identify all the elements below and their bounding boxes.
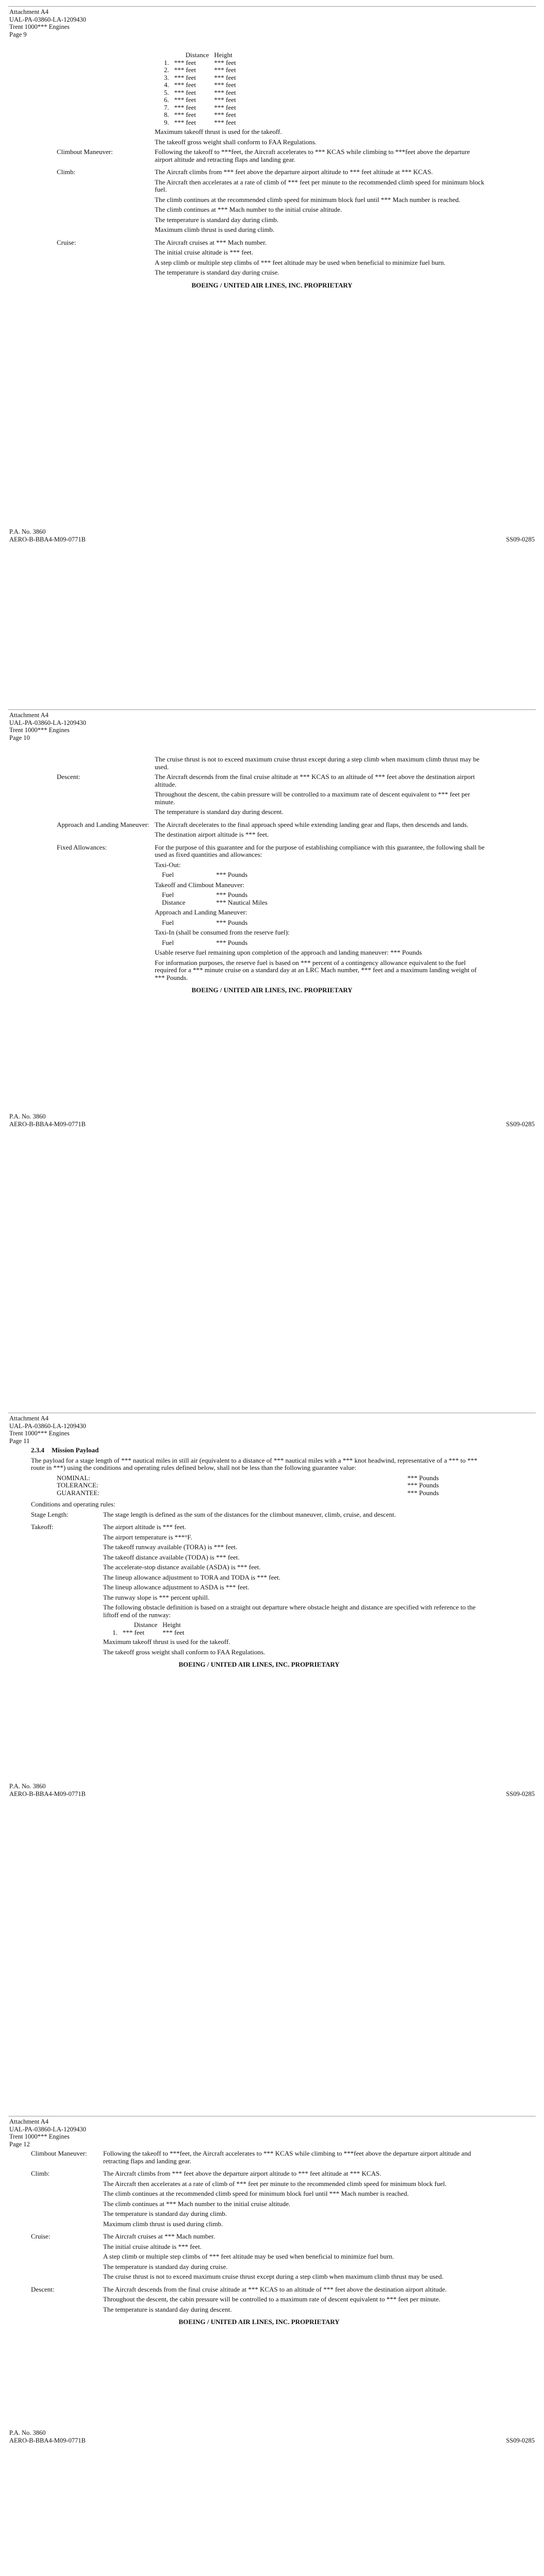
page-footer	[9, 1113, 535, 1128]
footer-pa: P.A. No. 3860	[9, 1783, 46, 1790]
takeoff-gross-weight: The takeoff gross weight shall conform to FAA Regulations.	[155, 138, 317, 146]
guarantee-row	[31, 1475, 487, 1482]
climb-label: Climb:	[31, 2170, 50, 2177]
cruise-label: Cruise:	[57, 238, 76, 246]
row-num: 2.	[164, 66, 169, 74]
page-footer	[9, 2429, 535, 2444]
footer-code: SS09-0285	[506, 1120, 535, 1128]
approach-text: The destination airport altitude is *** feet.	[155, 831, 269, 838]
takeoff-text: The accelerate-stop distance available (ASDA) is *** feet.	[103, 1563, 261, 1571]
table-header-row	[155, 52, 241, 59]
descent-section	[57, 773, 487, 819]
footer-code: SS09-0285	[506, 1790, 535, 1798]
climbout-section	[57, 148, 487, 166]
conditions-heading: Conditions and operating rules:	[31, 1500, 116, 1508]
page-body	[31, 1447, 487, 1669]
descent-label: Descent:	[57, 773, 80, 781]
takeoff-label: Takeoff:	[31, 1523, 54, 1531]
row-num: 6.	[164, 96, 169, 104]
cruise-text: A step climb or multiple step climbs of *** feet altitude may be used when beneficial to minimize fuel burn.	[155, 258, 446, 266]
taxi-in-label: Taxi-In (shall be consumed from the reserve fuel):	[155, 928, 290, 936]
takeoff-climbout-label: Takeoff and Climbout Maneuver:	[155, 880, 244, 889]
guarantee-row	[31, 1482, 487, 1489]
cruise-text: The Aircraft cruises at *** Mach number.	[103, 2232, 215, 2240]
footer-code: SS09-0285	[506, 2436, 535, 2444]
page-divider	[8, 709, 536, 710]
climbout-text: Following the takeoff to ***feet, the Aircraft accelerates to *** KCAS while climbing to ***feet above the departure airport altitude and retracting flaps and landing gear.	[103, 2149, 471, 2165]
takeoff-text: The lineup allowance adjustment to TORA and TODA is *** feet.	[103, 1573, 281, 1581]
row-num: 4.	[164, 81, 169, 89]
obstacle-table	[155, 52, 241, 126]
climb-text: The Aircraft climbs from *** feet above the departure airport altitude to *** feet altitude at *** KCAS.	[103, 2170, 382, 2177]
row-height: *** feet	[214, 73, 236, 81]
row-distance: *** feet	[122, 1628, 144, 1636]
takeoff-gross-weight: The takeoff gross weight shall conform to FAA Regulations.	[103, 1648, 265, 1656]
page-footer	[9, 1783, 535, 1798]
guarantee-row	[31, 1489, 487, 1497]
footer-ref: AERO-B-BBA4-M09-0771B	[9, 2436, 86, 2444]
header-attachment: Attachment A4	[9, 1415, 49, 1422]
climbout-section	[31, 2150, 487, 2167]
table-header-row	[103, 1621, 189, 1629]
row-distance: *** feet	[174, 58, 196, 66]
takeoff-text: The airport temperature is ***°F.	[103, 1533, 192, 1541]
col-distance: Distance	[185, 51, 209, 59]
tolerance-label: TOLERANCE:	[57, 1481, 98, 1489]
fuel-value: *** Pounds	[216, 938, 248, 946]
guarantee-value: *** Pounds	[407, 1488, 439, 1497]
row-distance: *** feet	[174, 73, 196, 81]
header-page-number: Page 11	[9, 1437, 30, 1445]
col-distance: Distance	[134, 1621, 158, 1629]
page-body	[31, 2150, 487, 2326]
header-engines: Trent 1000*** Engines	[9, 2133, 70, 2140]
climb-text: The Aircraft then accelerates at a rate of climb of *** feet per minute to the recommended climb speed for minimum block fuel.	[103, 2179, 447, 2188]
header-page-number: Page 10	[9, 734, 30, 741]
header-ref: UAL-PA-03860-LA-1209430	[9, 2125, 86, 2133]
climb-text: The Aircraft then accelerates at a rate of climb of *** feet per minute to the recommended climb speed for minimum block fuel.	[155, 178, 485, 193]
climbout-label: Climbout Maneuver:	[57, 148, 113, 156]
fuel-value: *** Pounds	[216, 871, 248, 878]
max-takeoff-thrust: Maximum takeoff thrust is used for the takeoff.	[155, 128, 282, 135]
header-ref: UAL-PA-03860-LA-1209430	[9, 719, 86, 726]
row-distance: *** feet	[174, 111, 196, 118]
row-height: *** feet	[214, 118, 236, 126]
approach-landing-label: Approach and Landing Maneuver:	[155, 908, 248, 916]
header-engines: Trent 1000*** Engines	[9, 726, 70, 734]
page-header	[9, 8, 86, 38]
takeoff-section	[31, 1523, 487, 1658]
section-title: Mission Payload	[52, 1446, 99, 1454]
descent-text: Throughout the descent, the cabin pressure will be controlled to a maximum rate of descent equivalent to *** feet per minute.	[155, 790, 470, 806]
row-height: *** feet	[162, 1628, 185, 1636]
proprietary-notice: BOEING / UNITED AIR LINES, INC. PROPRIETARY	[191, 281, 353, 289]
climb-section	[31, 2170, 487, 2230]
payload-intro: The payload for a stage length of *** nautical miles in still air (equivalent to a distance of *** nautical miles with a *** knot headwind, representative of a *** to *** route in ***) using the conditions and operating rules defined below, shall not be less than the following guarantee value:	[31, 1456, 477, 1471]
footer-ref: AERO-B-BBA4-M09-0771B	[9, 1790, 86, 1798]
col-height: Height	[214, 51, 233, 59]
table-row	[155, 66, 241, 74]
guarantee-label: GUARANTEE:	[57, 1488, 100, 1497]
takeoff-text: The runway slope is *** percent uphill.	[103, 1593, 210, 1601]
page-9	[0, 0, 544, 703]
climb-text: The temperature is standard day during climb.	[103, 2210, 227, 2217]
climb-text: The temperature is standard day during climb.	[155, 215, 279, 224]
cruise-text: The temperature is standard day during cruise.	[103, 2262, 228, 2270]
climb-text: The Aircraft climbs from *** feet above the departure airport altitude to *** feet altitude at *** KCAS.	[155, 168, 433, 176]
section-number: 2.3.4	[31, 1446, 44, 1454]
page-header	[9, 2118, 86, 2148]
reserve-info: For information purposes, the reserve fuel is based on *** percent of a contingency allowance equivalent to the fuel required for a *** minute cruise on a standard day at an LRC Mach number, *** feet and a maximum landing weight of *** Pounds.	[155, 958, 477, 981]
header-ref: UAL-PA-03860-LA-1209430	[9, 15, 86, 23]
row-height: *** feet	[214, 88, 236, 96]
fixed-allowances-label: Fixed Allowances:	[57, 843, 107, 851]
row-distance: *** feet	[174, 118, 196, 126]
distance-value: *** Nautical Miles	[216, 898, 268, 906]
climbout-label: Climbout Maneuver:	[31, 2149, 87, 2157]
taxi-out-label: Taxi-Out:	[155, 860, 181, 869]
stage-length-label: Stage Length:	[31, 1510, 69, 1518]
cruise-text: The initial cruise altitude is *** feet.	[103, 2242, 202, 2250]
fuel-row	[155, 919, 487, 927]
row-num: 7.	[164, 103, 169, 111]
fuel-label: Fuel	[162, 938, 174, 946]
fuel-label: Fuel	[162, 871, 174, 878]
usable-reserve: Usable reserve fuel remaining upon completion of the approach and landing maneuver: *** Pounds	[155, 948, 422, 956]
cruise-text: The initial cruise altitude is *** feet.	[155, 248, 253, 256]
header-ref: UAL-PA-03860-LA-1209430	[9, 1422, 86, 1430]
table-row	[155, 74, 241, 82]
stage-length-section	[31, 1511, 487, 1521]
row-num: 1.	[164, 58, 169, 66]
header-engines: Trent 1000*** Engines	[9, 1430, 70, 1437]
cruise-text: The cruise thrust is not to exceed maximum cruise thrust except during a step climb when maximum climb thrust may be used.	[103, 2273, 443, 2280]
descent-text: The Aircraft descends from the final cruise altitude at *** KCAS to an altitude of *** feet above the destination airport altitude.	[103, 2285, 447, 2293]
descent-text: The temperature is standard day during descent.	[103, 2305, 232, 2313]
row-distance: *** feet	[174, 96, 196, 104]
header-attachment: Attachment A4	[9, 711, 49, 719]
table-row	[155, 59, 241, 67]
row-height: *** feet	[214, 103, 236, 111]
cruise-text: The temperature is standard day during cruise.	[155, 268, 279, 276]
fixed-intro: For the purpose of this guarantee and for the purpose of establishing compliance with this guarantee, the following shall be used as fixed quantities and allowances:	[155, 843, 485, 858]
proprietary-notice: BOEING / UNITED AIR LINES, INC. PROPRIETARY	[191, 986, 353, 994]
descent-label: Descent:	[31, 2285, 55, 2293]
climb-text: The climb continues at *** Mach number to the initial cruise altitude.	[103, 2199, 291, 2208]
distance-row	[155, 899, 487, 907]
row-height: *** feet	[214, 96, 236, 104]
fuel-row	[155, 891, 487, 899]
takeoff-text: The airport altitude is *** feet.	[103, 1523, 187, 1531]
climb-text: The climb continues at the recommended climb speed for minimum block fuel until *** Mach number is reached.	[155, 195, 460, 204]
table-row	[155, 81, 241, 89]
page-11	[0, 1406, 544, 2110]
page-12	[0, 2110, 544, 2576]
fuel-row	[155, 871, 487, 879]
proprietary-notice: BOEING / UNITED AIR LINES, INC. PROPRIETARY	[178, 2318, 340, 2326]
page-header	[9, 711, 86, 741]
footer-pa: P.A. No. 3860	[9, 528, 46, 535]
row-height: *** feet	[214, 58, 236, 66]
page-footer	[9, 528, 535, 543]
cruise-section	[31, 2233, 487, 2283]
row-height: *** feet	[214, 111, 236, 118]
footer-code: SS09-0285	[506, 535, 535, 543]
header-page-number: Page 12	[9, 2140, 30, 2148]
proprietary-notice: BOEING / UNITED AIR LINES, INC. PROPRIETARY	[178, 1660, 340, 1668]
descent-text: The temperature is standard day during descent.	[155, 808, 284, 816]
table-row	[155, 111, 241, 119]
obstacle-table	[103, 1621, 189, 1636]
section-heading	[31, 1447, 487, 1454]
table-row	[155, 96, 241, 104]
fuel-label: Fuel	[162, 918, 174, 926]
distance-label: Distance	[162, 898, 186, 906]
header-page-number: Page 9	[9, 30, 27, 38]
approach-label: Approach and Landing Maneuver:	[57, 820, 150, 828]
climb-label: Climb:	[57, 168, 76, 176]
fuel-row	[155, 939, 487, 947]
footer-pa: P.A. No. 3860	[9, 2429, 46, 2436]
page-10	[0, 703, 544, 1406]
row-distance: *** feet	[174, 81, 196, 89]
row-distance: *** feet	[174, 103, 196, 111]
descent-text: The Aircraft descends from the final cruise altitude at *** KCAS to an altitude of *** feet above the destination airport altitude.	[155, 773, 475, 788]
footer-pa: P.A. No. 3860	[9, 1113, 46, 1120]
obstacle-table-wrap	[57, 52, 487, 146]
header-engines: Trent 1000*** Engines	[9, 23, 70, 30]
page-divider	[8, 6, 536, 7]
fixed-allowances-section	[57, 844, 487, 985]
approach-section	[57, 821, 487, 841]
page-header	[9, 1415, 86, 1445]
row-height: *** feet	[214, 66, 236, 74]
cruise-label: Cruise:	[31, 2232, 51, 2240]
takeoff-text: The following obstacle definition is based on a straight out departure where obstacle height and distance are specified with reference to the liftoff end of the runway:	[103, 1603, 476, 1619]
cruise-section	[57, 239, 487, 279]
page-body	[57, 756, 487, 994]
table-row	[155, 104, 241, 112]
row-distance: *** feet	[174, 88, 196, 96]
tolerance-value: *** Pounds	[407, 1481, 439, 1489]
cruise-text: A step climb or multiple step climbs of *** feet altitude may be used when beneficial to minimize fuel burn.	[103, 2252, 394, 2260]
table-row	[155, 119, 241, 127]
row-num: 8.	[164, 111, 169, 118]
fuel-label: Fuel	[162, 891, 174, 899]
descent-section	[31, 2286, 487, 2316]
header-attachment: Attachment A4	[9, 2118, 49, 2125]
row-height: *** feet	[214, 81, 236, 89]
descent-text: Throughout the descent, the cabin pressure will be controlled to a maximum rate of descent equivalent to *** feet per minute.	[103, 2295, 441, 2303]
page-body	[57, 52, 487, 289]
row-num: 5.	[164, 88, 169, 96]
climbout-text: Following the takeoff to ***feet, the Aircraft accelerates to *** KCAS while climbing to ***feet above the departure airport altitude and retracting flaps and landing gear.	[155, 148, 470, 163]
footer-ref: AERO-B-BBA4-M09-0771B	[9, 1120, 86, 1128]
fuel-value: *** Pounds	[216, 891, 248, 899]
cruise-text: The Aircraft cruises at *** Mach number.	[155, 238, 267, 246]
approach-text: The Aircraft decelerates to the final approach speed while extending landing gear and flaps, then descends and lands.	[155, 820, 469, 828]
takeoff-text: The takeoff runway available (TORA) is *** feet.	[103, 1543, 238, 1551]
max-takeoff-thrust: Maximum takeoff thrust is used for the takeoff.	[103, 1638, 230, 1646]
climb-text: Maximum climb thrust is used during climb.	[155, 226, 275, 233]
row-distance: *** feet	[174, 66, 196, 74]
table-row	[103, 1629, 189, 1637]
row-num: 9.	[164, 118, 169, 126]
row-num: 1.	[112, 1628, 118, 1636]
cruise-thrust-text: The cruise thrust is not to exceed maximum cruise thrust except during a step climb when maximum climb thrust may be used.	[155, 755, 480, 771]
climb-text: The climb continues at *** Mach number to the initial cruise altitude.	[155, 206, 342, 213]
nominal-label: NOMINAL:	[57, 1473, 90, 1482]
row-num: 3.	[164, 73, 169, 81]
fuel-value: *** Pounds	[216, 918, 248, 926]
climb-text: The climb continues at the recommended climb speed for minimum block fuel until *** Mach number is reached.	[103, 2190, 409, 2197]
header-attachment: Attachment A4	[9, 8, 49, 15]
climb-section	[57, 168, 487, 236]
takeoff-text: The lineup allowance adjustment to ASDA is *** feet.	[103, 1583, 250, 1591]
takeoff-text: The takeoff distance available (TODA) is *** feet.	[103, 1553, 240, 1561]
climb-text: Maximum climb thrust is used during climb.	[103, 2219, 223, 2228]
table-row	[155, 89, 241, 97]
nominal-value: *** Pounds	[407, 1473, 439, 1482]
stage-length-text: The stage length is defined as the sum of the distances for the climbout maneuver, climb, cruise, and descent.	[103, 1510, 396, 1518]
footer-ref: AERO-B-BBA4-M09-0771B	[9, 535, 86, 543]
col-height: Height	[162, 1621, 181, 1629]
